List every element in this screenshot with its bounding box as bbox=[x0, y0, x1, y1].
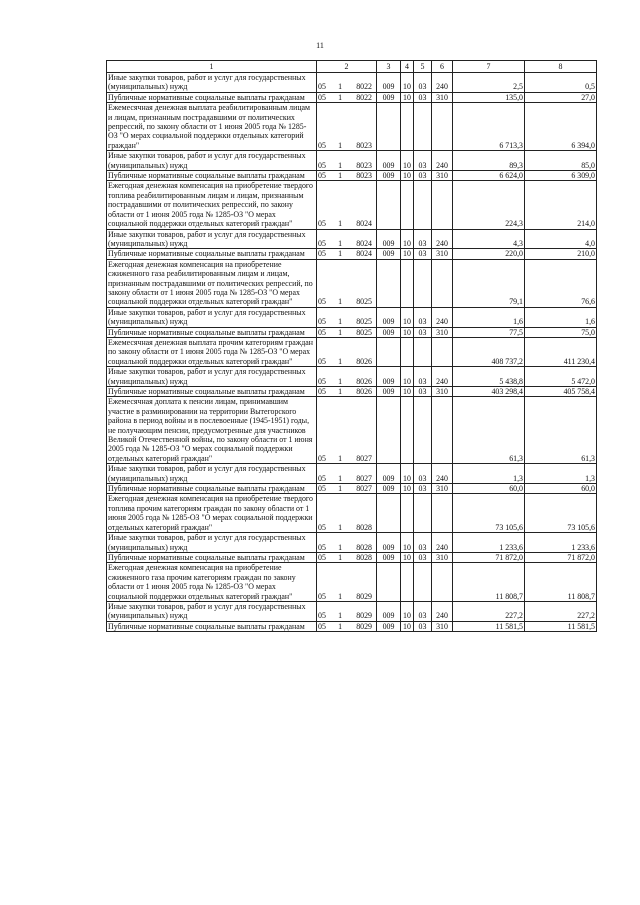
amount-year2-cell: 227,2 bbox=[525, 601, 597, 621]
amount-year2-cell: 85,0 bbox=[525, 151, 597, 171]
target-code bbox=[317, 552, 377, 562]
amount-year1-cell: 73 105,6 bbox=[453, 494, 525, 533]
amount-year2-cell: 411 230,4 bbox=[525, 337, 597, 366]
expense-type-cell: 240 bbox=[432, 307, 453, 327]
target-code bbox=[317, 103, 377, 151]
section-cell: 10 bbox=[401, 552, 414, 562]
amount-year1-cell: 6 713,3 bbox=[453, 103, 525, 151]
grbs-cell bbox=[377, 259, 401, 307]
grbs-cell: 009 bbox=[377, 367, 401, 387]
table-row bbox=[107, 464, 597, 484]
target-code bbox=[317, 484, 377, 494]
target-code bbox=[317, 327, 377, 337]
table-row bbox=[107, 151, 597, 171]
section-cell: 10 bbox=[401, 171, 414, 181]
expense-type-cell: 240 bbox=[432, 229, 453, 249]
program-code: 05 bbox=[318, 82, 326, 92]
subsection-cell bbox=[414, 337, 432, 366]
amount-year1-cell: 89,3 bbox=[453, 151, 525, 171]
subprogram-code: 1 bbox=[338, 92, 343, 102]
amount-year2-cell: 6 309,0 bbox=[525, 171, 597, 181]
subsection-cell: 03 bbox=[414, 327, 432, 337]
direction-code: 8024 bbox=[356, 238, 372, 248]
program-code: 05 bbox=[318, 542, 326, 552]
program-code: 05 bbox=[318, 219, 326, 229]
expense-type-cell: 240 bbox=[432, 151, 453, 171]
section-cell bbox=[401, 259, 414, 307]
direction-code: 8028 bbox=[356, 522, 372, 532]
amount-year2-cell: 61,3 bbox=[525, 397, 597, 464]
table-row bbox=[107, 103, 597, 151]
row-name: Ежемесячная денежная выплата реабилитированным лицам и лицам, признанным пострадавшими от политических репрессий, по закону области от 1 июня 2005 года № 1285-ОЗ "О мерах социальной поддержки отдельных категорий граждан" bbox=[107, 103, 317, 151]
program-code: 05 bbox=[318, 171, 326, 181]
target-code bbox=[317, 397, 377, 464]
subsection-cell: 03 bbox=[414, 484, 432, 494]
target-code bbox=[317, 494, 377, 533]
expense-type-cell: 240 bbox=[432, 367, 453, 387]
subprogram-code: 1 bbox=[338, 171, 343, 181]
target-code bbox=[317, 533, 377, 553]
table-row bbox=[107, 621, 597, 631]
subprogram-code: 1 bbox=[338, 249, 343, 259]
table-row bbox=[107, 73, 597, 93]
direction-code: 8023 bbox=[356, 140, 372, 150]
subprogram-code: 1 bbox=[338, 542, 343, 552]
subprogram-code: 1 bbox=[338, 219, 343, 229]
expense-type-cell: 310 bbox=[432, 327, 453, 337]
expense-type-cell: 240 bbox=[432, 601, 453, 621]
table-row bbox=[107, 494, 597, 533]
amount-year1-cell: 77,5 bbox=[453, 327, 525, 337]
table-row bbox=[107, 484, 597, 494]
row-name: Иные закупки товаров, работ и услуг для государственных (муниципальных) нужд bbox=[107, 464, 317, 484]
row-name: Ежемесячная денежная выплата прочим категориям граждан по закону области от 1 июня 2005 года № 1285-ОЗ "О мерах социальной поддержки отдельных категорий граждан" bbox=[107, 337, 317, 366]
row-name: Ежегодная денежная компенсация на приобретение сжиженного газа прочим категориям граждан по закону области от 1 июня 2005 года № 1285-ОЗ "О мерах социальной поддержки отдельных категорий граждан" bbox=[107, 563, 317, 602]
amount-year1-cell: 403 298,4 bbox=[453, 387, 525, 397]
table-row bbox=[107, 552, 597, 562]
amount-year1-cell: 61,3 bbox=[453, 397, 525, 464]
subprogram-code: 1 bbox=[338, 611, 343, 621]
amount-year1-cell: 224,3 bbox=[453, 181, 525, 229]
header-cell: 2 bbox=[317, 61, 377, 73]
row-name: Иные закупки товаров, работ и услуг для государственных (муниципальных) нужд bbox=[107, 307, 317, 327]
target-code bbox=[317, 259, 377, 307]
header-cell: 4 bbox=[401, 61, 414, 73]
row-name: Публичные нормативные социальные выплаты гражданам bbox=[107, 327, 317, 337]
row-name: Публичные нормативные социальные выплаты гражданам bbox=[107, 249, 317, 259]
subprogram-code: 1 bbox=[338, 591, 343, 601]
amount-year2-cell: 11 581,5 bbox=[525, 621, 597, 631]
grbs-cell: 009 bbox=[377, 229, 401, 249]
amount-year1-cell: 1,6 bbox=[453, 307, 525, 327]
amount-year2-cell: 27,0 bbox=[525, 92, 597, 102]
program-code: 05 bbox=[318, 387, 326, 396]
header-cell: 3 bbox=[377, 61, 401, 73]
grbs-cell: 009 bbox=[377, 92, 401, 102]
amount-year1-cell: 1 233,6 bbox=[453, 533, 525, 553]
row-name: Иные закупки товаров, работ и услуг для государственных (муниципальных) нужд bbox=[107, 229, 317, 249]
direction-code: 8028 bbox=[356, 542, 372, 552]
table-row bbox=[107, 327, 597, 337]
subsection-cell: 03 bbox=[414, 367, 432, 387]
target-code bbox=[317, 249, 377, 259]
amount-year1-cell: 1,3 bbox=[453, 464, 525, 484]
grbs-cell bbox=[377, 181, 401, 229]
expense-type-cell bbox=[432, 259, 453, 307]
direction-code: 8029 bbox=[356, 611, 372, 621]
program-code: 05 bbox=[318, 238, 326, 248]
section-cell bbox=[401, 494, 414, 533]
subsection-cell: 03 bbox=[414, 387, 432, 397]
expense-type-cell: 240 bbox=[432, 464, 453, 484]
section-cell: 10 bbox=[401, 151, 414, 171]
subprogram-code: 1 bbox=[338, 387, 343, 396]
section-cell: 10 bbox=[401, 327, 414, 337]
section-cell: 10 bbox=[401, 484, 414, 494]
expense-type-cell: 310 bbox=[432, 484, 453, 494]
subprogram-code: 1 bbox=[338, 473, 343, 483]
expense-type-cell bbox=[432, 563, 453, 602]
program-code: 05 bbox=[318, 356, 326, 366]
target-code bbox=[317, 92, 377, 102]
header-cell: 6 bbox=[432, 61, 453, 73]
subprogram-code: 1 bbox=[338, 327, 343, 337]
section-cell bbox=[401, 397, 414, 464]
amount-year1-cell: 2,5 bbox=[453, 73, 525, 93]
amount-year2-cell: 71 872,0 bbox=[525, 552, 597, 562]
subprogram-code: 1 bbox=[338, 297, 343, 307]
budget-table bbox=[106, 60, 597, 632]
amount-year2-cell: 73 105,6 bbox=[525, 494, 597, 533]
grbs-cell: 009 bbox=[377, 73, 401, 93]
grbs-cell: 009 bbox=[377, 151, 401, 171]
subsection-cell bbox=[414, 397, 432, 464]
subsection-cell bbox=[414, 181, 432, 229]
table-row bbox=[107, 601, 597, 621]
amount-year1-cell: 71 872,0 bbox=[453, 552, 525, 562]
amount-year2-cell: 76,6 bbox=[525, 259, 597, 307]
row-name: Публичные нормативные социальные выплаты гражданам bbox=[107, 92, 317, 102]
direction-code: 8023 bbox=[356, 160, 372, 170]
row-name: Иные закупки товаров, работ и услуг для государственных (муниципальных) нужд bbox=[107, 533, 317, 553]
table-row bbox=[107, 397, 597, 464]
grbs-cell: 009 bbox=[377, 307, 401, 327]
subprogram-code: 1 bbox=[338, 376, 343, 386]
grbs-cell: 009 bbox=[377, 464, 401, 484]
program-code: 05 bbox=[318, 621, 326, 631]
amount-year2-cell: 405 758,4 bbox=[525, 387, 597, 397]
section-cell: 10 bbox=[401, 73, 414, 93]
subprogram-code: 1 bbox=[338, 82, 343, 92]
grbs-cell: 009 bbox=[377, 533, 401, 553]
section-cell bbox=[401, 563, 414, 602]
grbs-cell: 009 bbox=[377, 621, 401, 631]
target-code bbox=[317, 601, 377, 621]
section-cell: 10 bbox=[401, 387, 414, 397]
expense-type-cell: 310 bbox=[432, 171, 453, 181]
subprogram-code: 1 bbox=[338, 453, 343, 463]
subsection-cell: 03 bbox=[414, 464, 432, 484]
table-row bbox=[107, 92, 597, 102]
row-name: Ежегодная денежная компенсация на приобретение сжиженного газа реабилитированным лицам и лицам, признанным пострадавшими от политических репрессий, по закону области от 1 июня 2005 года № 1285-ОЗ "О мерах социальной поддержки отдельных категорий граждан" bbox=[107, 259, 317, 307]
program-code: 05 bbox=[318, 484, 326, 494]
row-name: Ежегодная денежная компенсация на приобретение твердого топлива прочим категориям граждан по закону области от 1 июня 2005 года № 1285-ОЗ "О мерах социальной поддержки отдельных категорий граждан" bbox=[107, 494, 317, 533]
subsection-cell bbox=[414, 259, 432, 307]
row-name: Публичные нормативные социальные выплаты гражданам bbox=[107, 484, 317, 494]
target-code bbox=[317, 563, 377, 602]
expense-type-cell bbox=[432, 337, 453, 366]
amount-year2-cell: 1,3 bbox=[525, 464, 597, 484]
grbs-cell bbox=[377, 103, 401, 151]
subsection-cell bbox=[414, 103, 432, 151]
amount-year2-cell: 1,6 bbox=[525, 307, 597, 327]
program-code: 05 bbox=[318, 376, 326, 386]
direction-code: 8024 bbox=[356, 219, 372, 229]
table-row bbox=[107, 307, 597, 327]
header-cell: 5 bbox=[414, 61, 432, 73]
direction-code: 8025 bbox=[356, 327, 372, 337]
grbs-cell: 009 bbox=[377, 171, 401, 181]
program-code: 05 bbox=[318, 591, 326, 601]
table-row bbox=[107, 533, 597, 553]
amount-year2-cell: 11 808,7 bbox=[525, 563, 597, 602]
amount-year2-cell: 5 472,0 bbox=[525, 367, 597, 387]
subsection-cell: 03 bbox=[414, 151, 432, 171]
direction-code: 8026 bbox=[356, 376, 372, 386]
program-code: 05 bbox=[318, 249, 326, 259]
subsection-cell bbox=[414, 494, 432, 533]
target-code bbox=[317, 367, 377, 387]
amount-year2-cell: 214,0 bbox=[525, 181, 597, 229]
amount-year2-cell: 1 233,6 bbox=[525, 533, 597, 553]
grbs-cell bbox=[377, 563, 401, 602]
table-row bbox=[107, 367, 597, 387]
subprogram-code: 1 bbox=[338, 160, 343, 170]
expense-type-cell: 310 bbox=[432, 249, 453, 259]
target-code bbox=[317, 181, 377, 229]
target-code bbox=[317, 171, 377, 181]
grbs-cell: 009 bbox=[377, 484, 401, 494]
grbs-cell bbox=[377, 337, 401, 366]
grbs-cell: 009 bbox=[377, 601, 401, 621]
direction-code: 8026 bbox=[356, 356, 372, 366]
amount-year2-cell: 4,0 bbox=[525, 229, 597, 249]
amount-year2-cell: 210,0 bbox=[525, 249, 597, 259]
subsection-cell: 03 bbox=[414, 601, 432, 621]
header-row bbox=[107, 61, 597, 73]
amount-year1-cell: 220,0 bbox=[453, 249, 525, 259]
amount-year2-cell: 0,5 bbox=[525, 73, 597, 93]
amount-year1-cell: 408 737,2 bbox=[453, 337, 525, 366]
program-code: 05 bbox=[318, 317, 326, 327]
target-code bbox=[317, 464, 377, 484]
direction-code: 8022 bbox=[356, 82, 372, 92]
row-name: Ежемесячная доплата к пенсии лицам, принимавшим участие в разминировании на территории Вытегорского района в период войны и в послевоенные (1945-1951) годы, не получающим пенсии, предусмотренные для участников Великой Отечественной войны, по закону области от 1 июня 2005 года № 1285-ОЗ "О мерах социальной поддержки отдельных категорий граждан" bbox=[107, 397, 317, 464]
direction-code: 8027 bbox=[356, 484, 372, 494]
grbs-cell: 009 bbox=[377, 387, 401, 397]
section-cell: 10 bbox=[401, 307, 414, 327]
subsection-cell: 03 bbox=[414, 73, 432, 93]
subsection-cell: 03 bbox=[414, 552, 432, 562]
amount-year1-cell: 11 581,5 bbox=[453, 621, 525, 631]
section-cell: 10 bbox=[401, 249, 414, 259]
target-code bbox=[317, 151, 377, 171]
direction-code: 8027 bbox=[356, 473, 372, 483]
direction-code: 8026 bbox=[356, 387, 372, 396]
expense-type-cell: 240 bbox=[432, 533, 453, 553]
amount-year1-cell: 4,3 bbox=[453, 229, 525, 249]
expense-type-cell bbox=[432, 397, 453, 464]
expense-type-cell: 310 bbox=[432, 552, 453, 562]
subprogram-code: 1 bbox=[338, 356, 343, 366]
row-name: Иные закупки товаров, работ и услуг для государственных (муниципальных) нужд bbox=[107, 367, 317, 387]
program-code: 05 bbox=[318, 453, 326, 463]
grbs-cell bbox=[377, 494, 401, 533]
table-row bbox=[107, 249, 597, 259]
grbs-cell: 009 bbox=[377, 552, 401, 562]
expense-type-cell bbox=[432, 181, 453, 229]
program-code: 05 bbox=[318, 140, 326, 150]
table-row bbox=[107, 259, 597, 307]
table-row bbox=[107, 181, 597, 229]
expense-type-cell bbox=[432, 103, 453, 151]
subprogram-code: 1 bbox=[338, 140, 343, 150]
amount-year2-cell: 75,0 bbox=[525, 327, 597, 337]
amount-year1-cell: 60,0 bbox=[453, 484, 525, 494]
row-name: Публичные нормативные социальные выплаты гражданам bbox=[107, 387, 317, 397]
direction-code: 8029 bbox=[356, 591, 372, 601]
header-cell: 1 bbox=[107, 61, 317, 73]
section-cell: 10 bbox=[401, 464, 414, 484]
table-row bbox=[107, 387, 597, 397]
row-name: Ежегодная денежная компенсация на приобретение твердого топлива реабилитированным лицам и лицам, признанным пострадавшими от политических репрессий, по закону области от 1 июня 2005 года № 1285-ОЗ "О мерах социальной поддержки отдельных категорий граждан" bbox=[107, 181, 317, 229]
grbs-cell: 009 bbox=[377, 327, 401, 337]
program-code: 05 bbox=[318, 327, 326, 337]
row-name: Иные закупки товаров, работ и услуг для государственных (муниципальных) нужд bbox=[107, 151, 317, 171]
amount-year1-cell: 79,1 bbox=[453, 259, 525, 307]
subsection-cell: 03 bbox=[414, 249, 432, 259]
subprogram-code: 1 bbox=[338, 522, 343, 532]
direction-code: 8025 bbox=[356, 297, 372, 307]
subprogram-code: 1 bbox=[338, 238, 343, 248]
header-cell: 8 bbox=[525, 61, 597, 73]
direction-code: 8022 bbox=[356, 92, 372, 102]
row-name: Публичные нормативные социальные выплаты гражданам bbox=[107, 171, 317, 181]
target-code bbox=[317, 229, 377, 249]
section-cell: 10 bbox=[401, 533, 414, 553]
target-code bbox=[317, 621, 377, 631]
target-code bbox=[317, 337, 377, 366]
target-code bbox=[317, 307, 377, 327]
program-code: 05 bbox=[318, 522, 326, 532]
amount-year1-cell: 6 624,0 bbox=[453, 171, 525, 181]
header-cell: 7 bbox=[453, 61, 525, 73]
subsection-cell: 03 bbox=[414, 533, 432, 553]
direction-code: 8027 bbox=[356, 453, 372, 463]
table-row bbox=[107, 229, 597, 249]
direction-code: 8024 bbox=[356, 249, 372, 259]
program-code: 05 bbox=[318, 611, 326, 621]
program-code: 05 bbox=[318, 297, 326, 307]
section-cell: 10 bbox=[401, 601, 414, 621]
amount-year1-cell: 227,2 bbox=[453, 601, 525, 621]
amount-year2-cell: 60,0 bbox=[525, 484, 597, 494]
target-code bbox=[317, 73, 377, 93]
program-code: 05 bbox=[318, 92, 326, 102]
expense-type-cell: 240 bbox=[432, 73, 453, 93]
subsection-cell: 03 bbox=[414, 171, 432, 181]
subprogram-code: 1 bbox=[338, 621, 343, 631]
section-cell: 10 bbox=[401, 92, 414, 102]
subsection-cell: 03 bbox=[414, 92, 432, 102]
expense-type-cell: 310 bbox=[432, 621, 453, 631]
section-cell bbox=[401, 337, 414, 366]
direction-code: 8029 bbox=[356, 621, 372, 631]
row-name: Публичные нормативные социальные выплаты гражданам bbox=[107, 621, 317, 631]
row-name: Публичные нормативные социальные выплаты гражданам bbox=[107, 552, 317, 562]
subsection-cell bbox=[414, 563, 432, 602]
table-row bbox=[107, 171, 597, 181]
grbs-cell bbox=[377, 397, 401, 464]
grbs-cell: 009 bbox=[377, 249, 401, 259]
subsection-cell: 03 bbox=[414, 229, 432, 249]
section-cell: 10 bbox=[401, 229, 414, 249]
section-cell bbox=[401, 103, 414, 151]
page-number: 11 bbox=[316, 41, 324, 50]
amount-year1-cell: 5 438,8 bbox=[453, 367, 525, 387]
program-code: 05 bbox=[318, 552, 326, 562]
section-cell bbox=[401, 181, 414, 229]
amount-year2-cell: 6 394,0 bbox=[525, 103, 597, 151]
program-code: 05 bbox=[318, 160, 326, 170]
expense-type-cell: 310 bbox=[432, 387, 453, 397]
row-name: Иные закупки товаров, работ и услуг для государственных (муниципальных) нужд bbox=[107, 601, 317, 621]
section-cell: 10 bbox=[401, 367, 414, 387]
subprogram-code: 1 bbox=[338, 317, 343, 327]
expense-type-cell bbox=[432, 494, 453, 533]
table-row bbox=[107, 563, 597, 602]
amount-year1-cell: 135,0 bbox=[453, 92, 525, 102]
subsection-cell: 03 bbox=[414, 621, 432, 631]
table-row bbox=[107, 337, 597, 366]
subprogram-code: 1 bbox=[338, 484, 343, 494]
section-cell: 10 bbox=[401, 621, 414, 631]
subsection-cell: 03 bbox=[414, 307, 432, 327]
table-body bbox=[107, 73, 597, 632]
program-code: 05 bbox=[318, 473, 326, 483]
amount-year1-cell: 11 808,7 bbox=[453, 563, 525, 602]
direction-code: 8023 bbox=[356, 171, 372, 181]
subprogram-code: 1 bbox=[338, 552, 343, 562]
direction-code: 8025 bbox=[356, 317, 372, 327]
target-code bbox=[317, 387, 377, 397]
direction-code: 8028 bbox=[356, 552, 372, 562]
expense-type-cell: 310 bbox=[432, 92, 453, 102]
row-name: Иные закупки товаров, работ и услуг для государственных (муниципальных) нужд bbox=[107, 73, 317, 93]
